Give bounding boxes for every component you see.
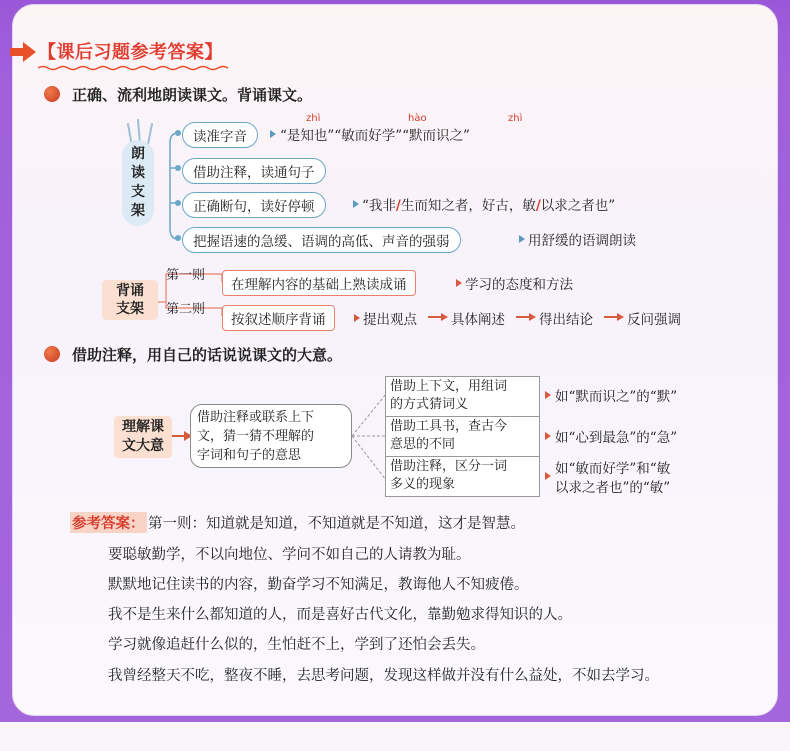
question-1-heading: 正确、流利地朗读课文。背诵课文。 <box>72 86 313 104</box>
method-connector <box>352 380 386 500</box>
method-example-1: 如“默而识之”的“默” <box>555 389 678 405</box>
method-example-3: 如“敏而好学”和“敏 以求之者也”的“敏” <box>555 461 671 496</box>
arrow-right-icon <box>354 314 360 322</box>
answer-line-4: 我不是生来什么都知道的人，而是喜好古代文化，靠勤勉求得知识的人。 <box>108 607 572 623</box>
bullet-dot-icon <box>44 346 60 362</box>
arrow-right-icon <box>545 432 551 440</box>
arrow-right-icon <box>456 279 462 287</box>
arrow-right-icon <box>545 391 551 399</box>
arrow-right-icon <box>353 200 359 208</box>
method-1: 借助上下文，用组词 的方式猜词义 <box>386 377 539 417</box>
method-example-2: 如“心到最急”的“急” <box>555 430 678 446</box>
arrow-right-icon <box>519 235 525 243</box>
pause-example: “我非/生而知之者，好古，敏/以求之者也” <box>362 198 616 214</box>
methods-table <box>385 376 540 497</box>
section-title: 【课后习题参考答案】 <box>38 42 223 63</box>
recite-method-1: 在理解内容的基础上熟读成诵 <box>222 270 416 296</box>
arrow-right-icon <box>545 472 551 480</box>
recite-step-2: 具体阐述 <box>451 312 505 328</box>
understand-label: 理解课 文大意 <box>114 416 172 458</box>
page-bottom-strip <box>0 722 790 751</box>
pinyin-3: zhì <box>508 113 523 124</box>
recite-step-3: 得出结论 <box>539 312 593 328</box>
arrow-right-icon <box>172 430 192 442</box>
arrow-right-icon <box>516 312 536 322</box>
arrow-right-icon <box>604 312 624 322</box>
recite-step-4: 反问强调 <box>627 312 681 328</box>
recite-result-1: 学习的态度和方法 <box>465 277 573 293</box>
recite-step-1: 提出观点 <box>363 312 417 328</box>
arrow-right-icon <box>428 312 448 322</box>
answer-line-2: 要聪敏勤学，不以向地位、学问不如自己的人请教为耻。 <box>108 547 471 563</box>
understand-center-box: 借助注释或联系上下 文，猜一猜不理解的 字词和句子的意思 <box>190 404 352 468</box>
bullet-dot-icon <box>44 86 60 102</box>
recite-method-2: 按叙述顺序背诵 <box>222 305 335 331</box>
reading-bracket <box>150 125 184 245</box>
tone-result: 用舒缓的语调朗读 <box>528 233 636 249</box>
recite-frame-label: 背诵 支架 <box>102 280 158 320</box>
answer-line-3: 默默地记住读书的内容，勤奋学习不知满足，教诲他人不知疲倦。 <box>108 577 529 593</box>
answer-label: 参考答案： <box>70 512 147 533</box>
answer-line-5: 学习就像追赶什么似的，生怕赶不上，学到了还怕会丢失。 <box>108 637 485 653</box>
pronunciation-examples: “是知也”“敏而好学”“默而识之” <box>280 128 470 144</box>
arrow-right-icon <box>10 42 36 62</box>
pinyin-2: hào <box>408 113 427 124</box>
method-3: 借助注释，区分一词 多义的现象 <box>390 459 508 492</box>
pinyin-1: zhì <box>306 113 321 124</box>
reading-step-pronunciation: 读准字音 <box>182 122 258 148</box>
recite-rule-2: 第二则 <box>166 302 206 317</box>
reading-step-annotations: 借助注释，读通句子 <box>182 158 326 184</box>
title-underline <box>38 65 233 71</box>
reading-step-tone: 把握语速的急缓、语调的高低、声音的强弱 <box>182 227 461 253</box>
arrow-right-icon <box>270 130 276 138</box>
answer-line-1: 第一则：知道就是知道，不知道就是不知道，这才是智慧。 <box>148 516 525 532</box>
question-2-heading: 借助注释，用自己的话说说课文的大意。 <box>72 346 343 364</box>
answer-line-6: 我曾经整天不吃，整夜不睡，去思考问题，发现这样做并没有什么益处，不如去学习。 <box>108 668 659 684</box>
reading-frame-label: 朗 读 支 架 <box>122 140 154 226</box>
reading-step-pauses: 正确断句，读好停顿 <box>182 192 326 218</box>
method-2: 借助工具书，查古今 意思的不同 <box>386 417 539 457</box>
recite-rule-1: 第一则 <box>166 268 206 283</box>
